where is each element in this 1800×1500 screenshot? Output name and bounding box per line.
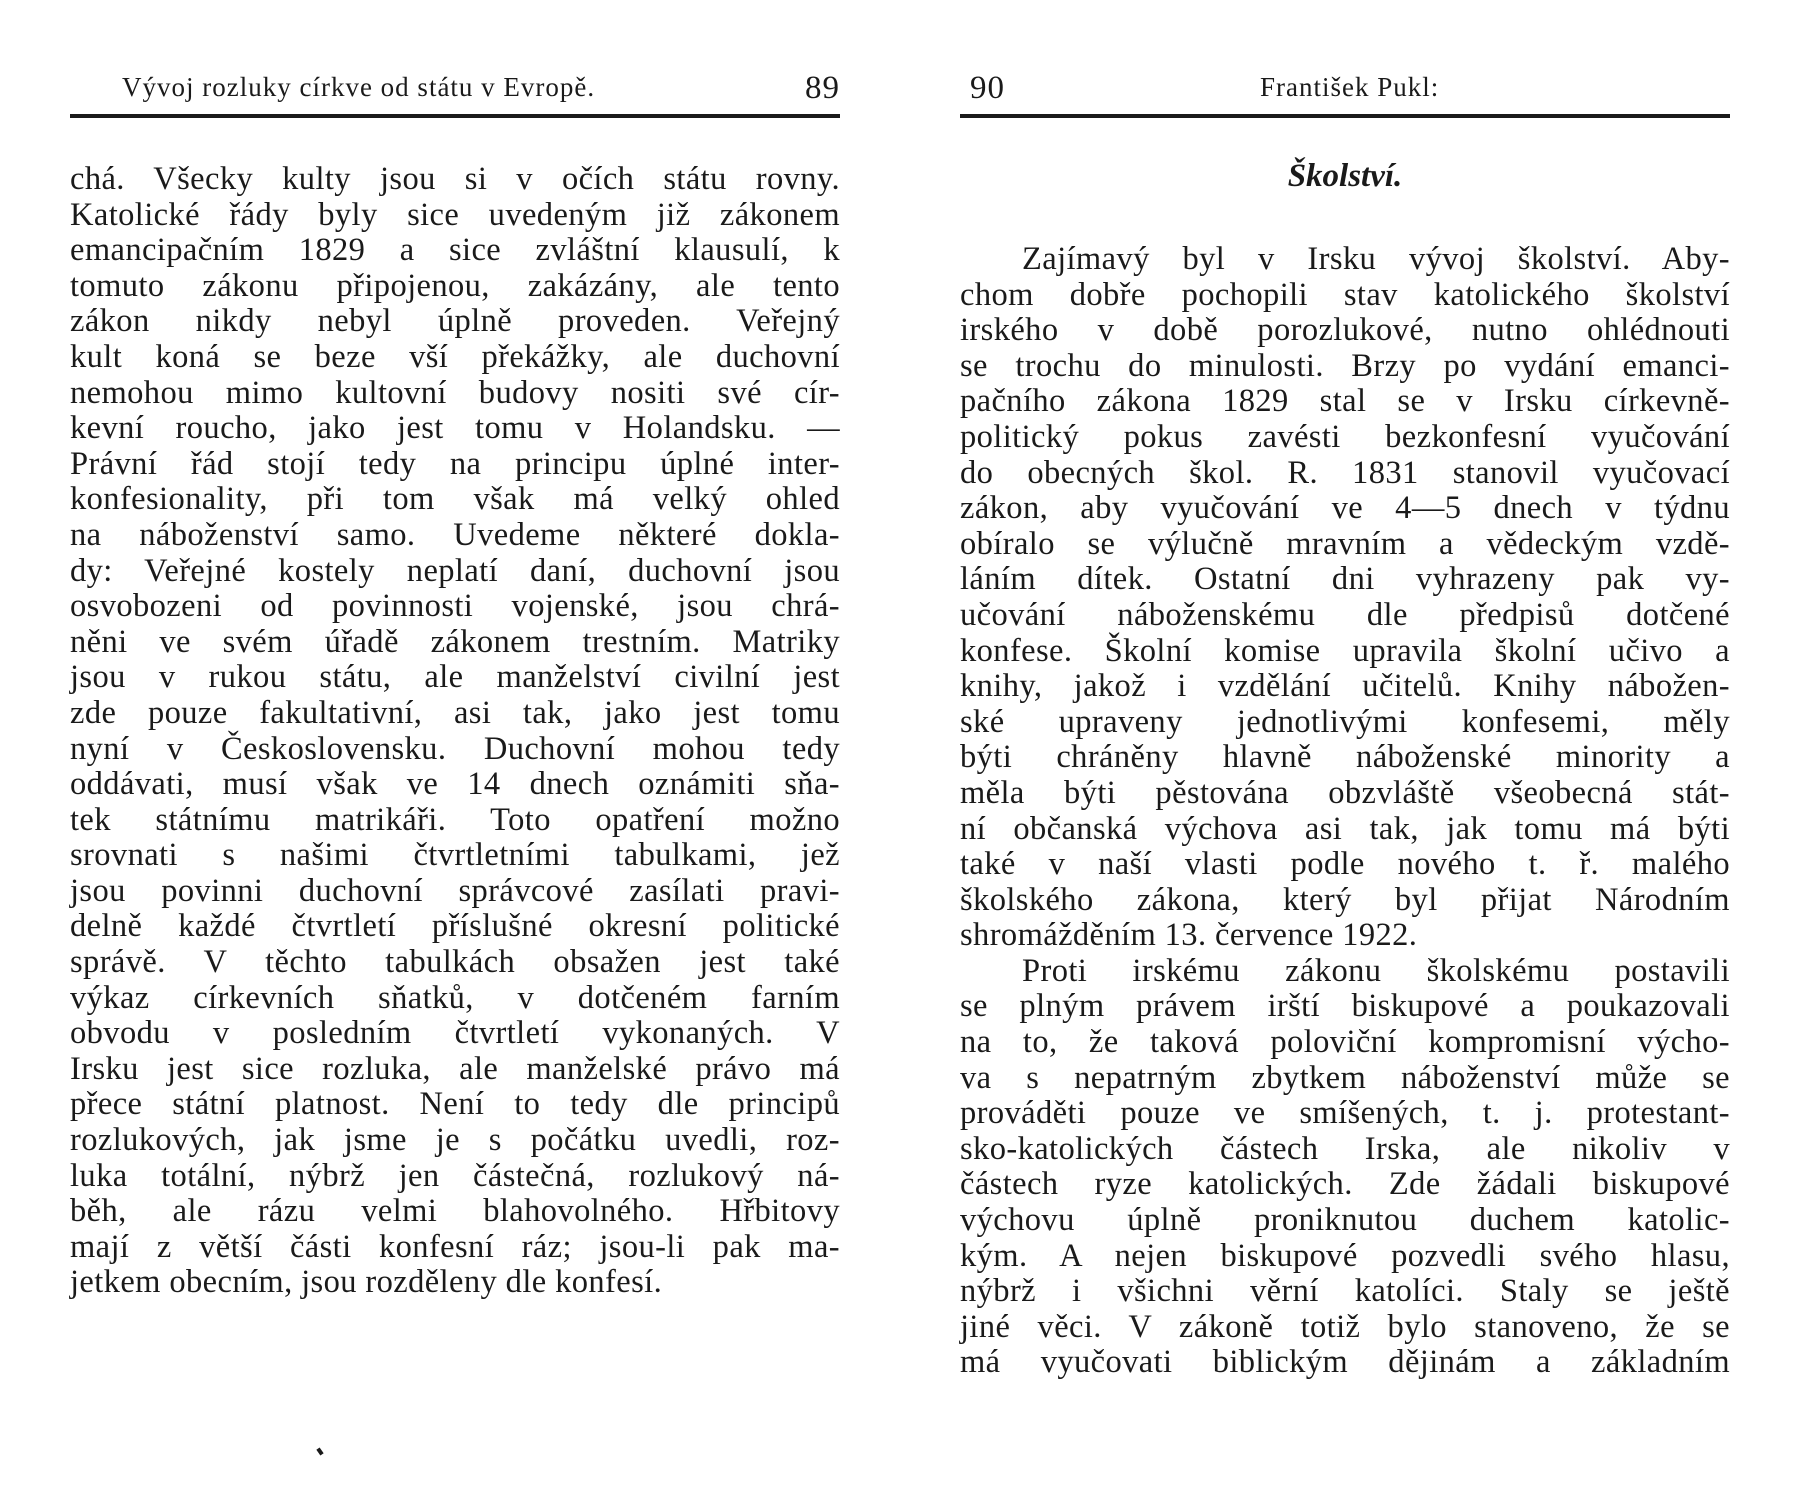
text-line: prováděti pouze ve smíšených, t. j. protestant- (960, 1095, 1730, 1132)
text-line: má vyučovati biblickým dějinám a základním (960, 1344, 1730, 1381)
text-line: tek státnímu matrikáři. Toto opatření možno (70, 801, 840, 838)
text-line: něni ve svém úřadě zákonem trestním. Matriky (70, 623, 840, 660)
text-line: Právní řád stojí tedy na principu úplné inter- (70, 445, 840, 482)
text-line: irského v době porozlukové, nutno ohlédnouti (960, 312, 1730, 349)
text-line: na náboženství samo. Uvedeme některé dokla- (70, 516, 840, 553)
text-line: emancipačním 1829 a sice zvláštní klausulí, k (70, 232, 840, 269)
text-line: jiné věci. V zákoně totiž bylo stanoveno, že se (960, 1308, 1730, 1345)
running-head (70, 70, 840, 118)
text-line: politický pokus zavésti bezkonfesní vyučování (960, 418, 1730, 455)
body-text (960, 242, 1730, 1381)
text-line: také v naší vlasti podle nového t. ř. malého (960, 846, 1730, 883)
text-line: Irsku jest sice rozluka, ale manželské právo má (70, 1050, 840, 1087)
text-line: měla býti pěstována obzvláště všeobecná stát- (960, 774, 1730, 811)
text-line: se plným právem irští biskupové a poukazovali (960, 988, 1730, 1025)
text-line: tomuto zákonu připojenou, zakázány, ale tento (70, 267, 840, 304)
text-line: obíralo se výlučně mravním a vědeckým vzdě- (960, 525, 1730, 562)
text-line: obvodu v posledním čtvrtletí vykonaných. V (70, 1015, 840, 1052)
text-line: osvobozeni od povinnosti vojenské, jsou chrá- (70, 588, 840, 625)
right-page (960, 0, 1730, 1500)
text-line: láním dítek. Ostatní dni vyhrazeny pak vy- (960, 561, 1730, 598)
text-line: srovnati s našimi čtvrtletními tabulkami, jež (70, 837, 840, 874)
text-line: dy: Veřejné kostely neplatí daní, duchovní jsou (70, 552, 840, 589)
text-line: výkaz církevních sňatků, v dotčeném farním (70, 979, 840, 1016)
running-head-title: Vývoj rozluky církve od státu v Evropě. (122, 72, 596, 102)
text-line: rozlukových, jak jsme je s počátku uvedli, roz- (70, 1122, 840, 1159)
text-line: mají z větší části konfesní ráz; jsou-li pak ma- (70, 1228, 840, 1265)
running-head (960, 70, 1730, 118)
text-line: jsou povinni duchovní správcové zasílati pravi- (70, 872, 840, 909)
page-number: 90 (970, 70, 1005, 106)
text-line: chom dobře pochopili stav katolického školství (960, 276, 1730, 313)
text-line: oddávati, musí však ve 14 dnech oznámiti sňa- (70, 766, 840, 803)
text-line: ské upraveny jednotlivými konfesemi, měly (960, 703, 1730, 740)
left-page (70, 0, 840, 1500)
ink-speck (316, 1447, 323, 1455)
page-number: 89 (805, 70, 840, 106)
text-line: knihy, jakož i vzdělání učitelů. Knihy nábožen- (960, 668, 1730, 705)
text-line: na to, že taková poloviční kompromisní výcho- (960, 1024, 1730, 1061)
text-line: konfese. Školní komise upravila školní učivo a (960, 632, 1730, 669)
text-line: chá. Všecky kulty jsou si v očích státu rovny. (70, 161, 840, 197)
text-line: Katolické řády byly sice uvedeným již zákonem (70, 196, 840, 233)
text-line: výchovu úplně proniknutou duchem katolic- (960, 1202, 1730, 1239)
text-line: shromážděním 13. července 1922. (960, 917, 1418, 954)
text-line: správě. V těchto tabulkách obsažen jest také (70, 944, 840, 981)
text-line: kult koná se beze vší překážky, ale duchovní (70, 338, 840, 375)
text-line: konfesionality, při tom však má velký ohled (70, 481, 840, 518)
text-line: Zajímavý byl v Irsku vývoj školství. Aby- (1022, 241, 1730, 277)
text-line: jsou v rukou státu, ale manželství civilní jest (70, 659, 840, 696)
running-head-title: František Pukl: (1260, 72, 1440, 102)
text-line: do obecných škol. R. 1831 stanovil vyučovací (960, 454, 1730, 491)
text-line: luka totální, nýbrž jen částečná, rozlukový ná- (70, 1157, 840, 1194)
section-heading: Školství. (1287, 158, 1403, 194)
text-line: va s nepatrným zbytkem náboženství může se (960, 1059, 1730, 1096)
text-line: běh, ale rázu velmi blahovolného. Hřbitovy (70, 1193, 840, 1230)
text-line: školského zákona, který byl přijat Národním (960, 881, 1730, 918)
text-line: kevní roucho, jako jest tomu v Holandsku. — (70, 410, 840, 447)
text-line: se trochu do minulosti. Brzy po vydání emanci- (960, 347, 1730, 384)
text-line: přece státní platnost. Není to tedy dle principů (70, 1086, 840, 1123)
text-line: nyní v Československu. Duchovní mohou tedy (70, 730, 840, 767)
text-line: zákon nikdy nebyl úplně proveden. Veřejný (70, 303, 840, 340)
text-line: ní občanská výchova asi tak, jak tomu má býti (960, 810, 1730, 847)
text-line: kým. A nejen biskupové pozvedli svého hlasu, (960, 1237, 1730, 1274)
text-line: zde pouze fakultativní, asi tak, jako jest tomu (70, 694, 840, 731)
body-text (70, 162, 840, 1301)
text-line: zákon, aby vyučování ve 4—5 dnech v týdnu (960, 490, 1730, 527)
text-line: býti chráněny hlavně náboženské minority a (960, 739, 1730, 776)
text-line: sko-katolických částech Irska, ale nikoliv v (960, 1130, 1730, 1167)
text-line: nemohou mimo kultovní budovy nositi své cír- (70, 374, 840, 411)
text-line: pačního zákona 1829 stal se v Irsku církevně- (960, 383, 1730, 420)
text-line: delně každé čtvrtletí příslušné okresní politické (70, 908, 840, 945)
text-line: částech ryze katolických. Zde žádali biskupové (960, 1166, 1730, 1203)
text-line: nýbrž i všichni věrní katolíci. Staly se ještě (960, 1273, 1730, 1310)
text-line: Proti irskému zákonu školskému postavili (1022, 952, 1730, 989)
text-line: učování náboženskému dle předpisů dotčené (960, 596, 1730, 633)
text-line: jetkem obecním, jsou rozděleny dle konfesí. (70, 1264, 663, 1301)
